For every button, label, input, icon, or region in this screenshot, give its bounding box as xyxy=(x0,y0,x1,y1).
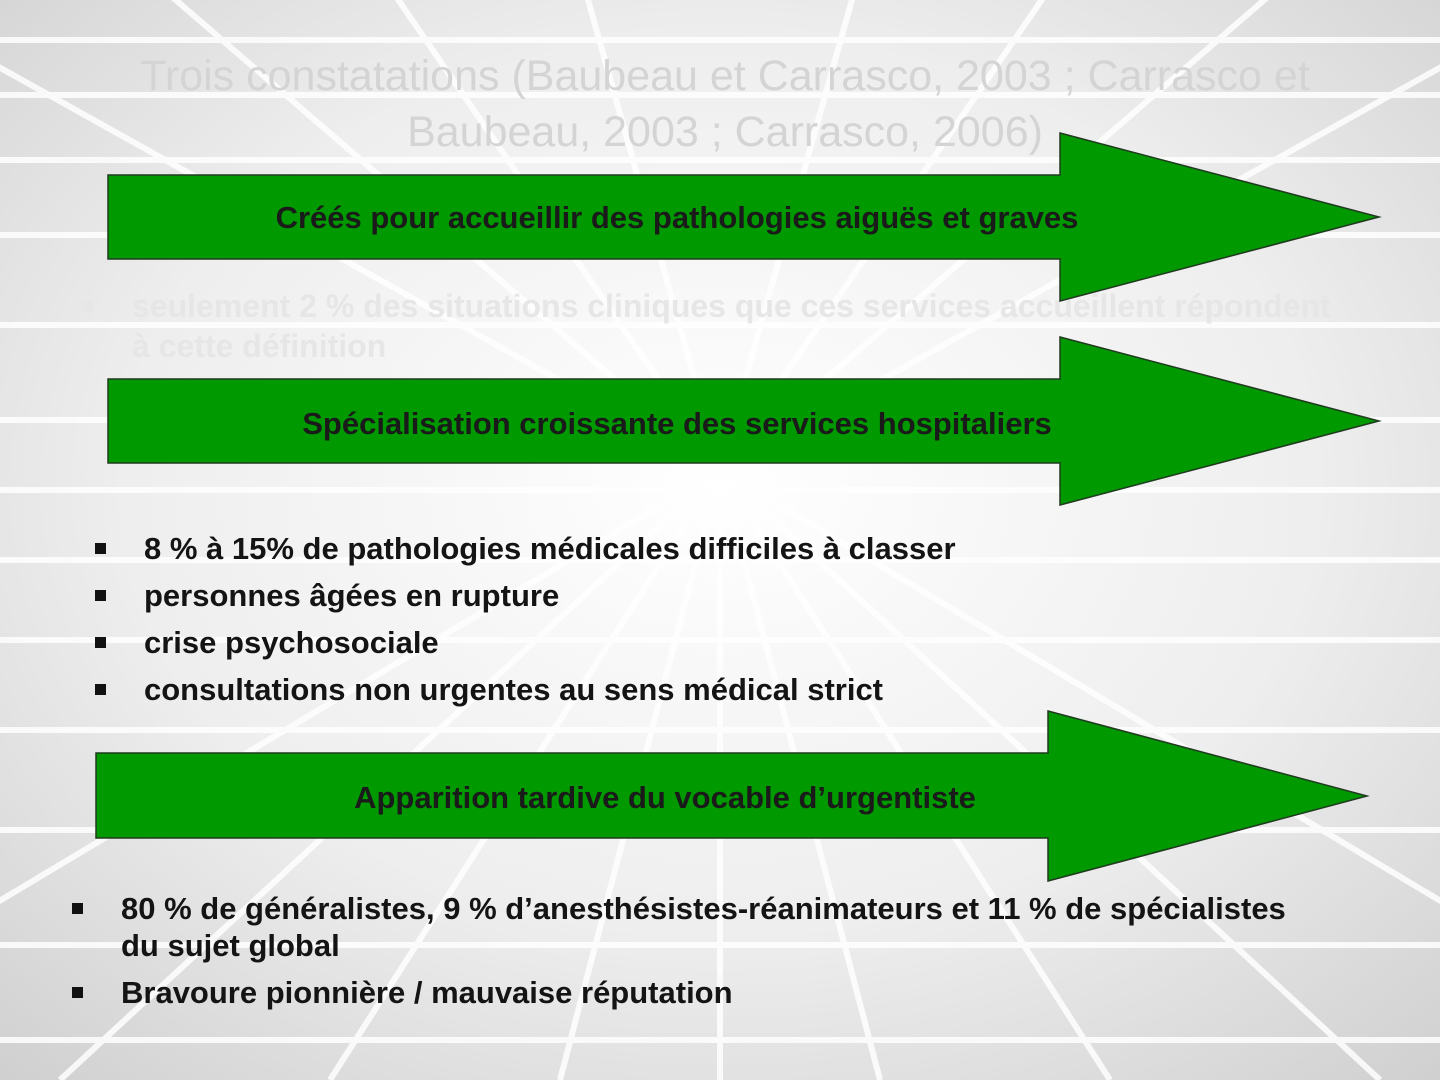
list-item xyxy=(95,525,1195,572)
bullet-marker xyxy=(95,590,106,601)
list-item-text: personnes âgées en rupture xyxy=(144,578,560,613)
list-item xyxy=(95,666,1195,713)
slide-title: Trois constatations (Baubeau et Carrasco, 2003 ; Carrasco et Baubeau, 2003 ; Carrasco, 2006) xyxy=(140,52,1310,156)
arrow-specialisation xyxy=(107,336,1382,506)
list-item-text: 8 % à 15% de pathologies médicales difficiles à classer xyxy=(144,531,956,566)
bullet-marker xyxy=(95,684,106,695)
faded-bullet-marker: ■ xyxy=(82,295,95,317)
bullet-marker xyxy=(72,903,83,914)
faded-bullet-text: seulement 2 % des situations cliniques que ces services accueillent répondent à cette définition xyxy=(132,288,1331,364)
list-item-text: crise psychosociale xyxy=(144,625,439,660)
list-item xyxy=(95,619,1195,666)
arrow-label: Apparition tardive du vocable d’urgentiste xyxy=(354,780,976,815)
bullet-marker xyxy=(95,637,106,648)
bullet-marker xyxy=(72,987,83,998)
bullet-marker xyxy=(95,543,106,554)
arrow-label: Spécialisation croissante des services hospitaliers xyxy=(302,406,1052,441)
list-item xyxy=(72,974,1292,1011)
arrow-pathologies xyxy=(107,132,1382,302)
urgentiste-bullet-list xyxy=(72,890,1292,1021)
list-item xyxy=(95,572,1195,619)
list-item-text: consultations non urgentes au sens médical strict xyxy=(144,672,884,707)
arrow-label: Créés pour accueillir des pathologies aiguës et graves xyxy=(275,200,1079,235)
specialisation-bullet-list xyxy=(95,525,1195,713)
list-item xyxy=(72,890,1292,964)
arrow-urgentiste xyxy=(95,710,1370,882)
list-item-text: 80 % de généralistes, 9 % d’anesthésistes-réanimateurs et 11 % de spécialistes du sujet global xyxy=(121,891,1286,963)
list-item-text: Bravoure pionnière / mauvaise réputation xyxy=(121,975,733,1010)
